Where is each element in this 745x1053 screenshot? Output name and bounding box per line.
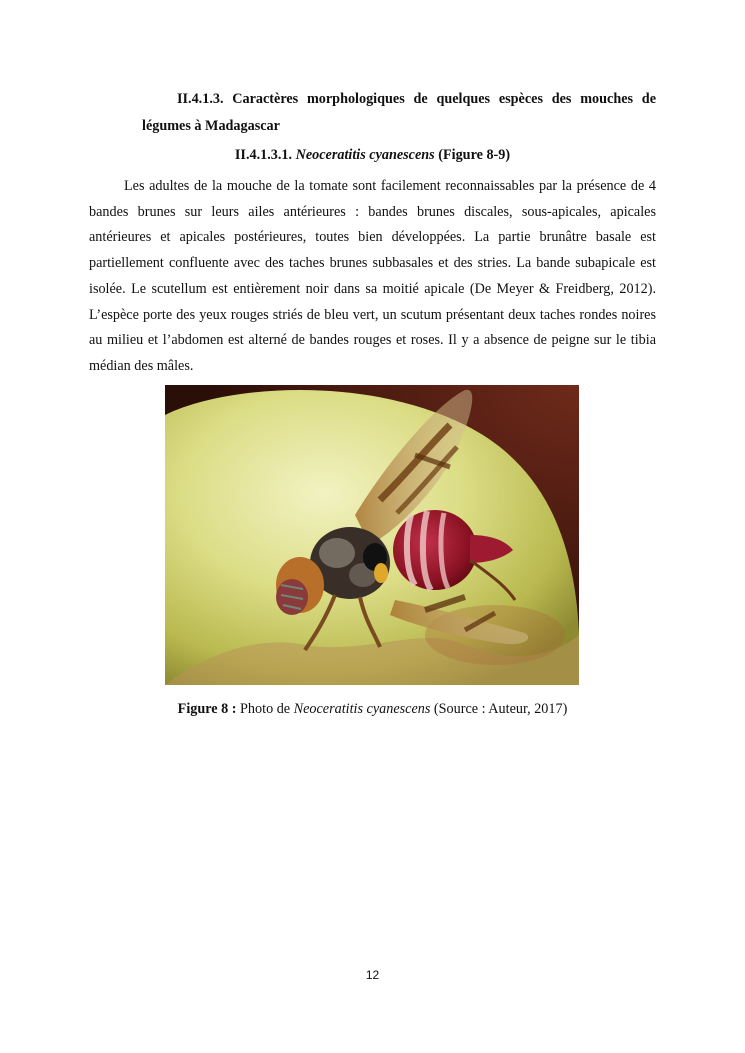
figure-source: (Source : Auteur, 2017) — [433, 701, 568, 717]
figure-species: Neoceratitis cyanescens — [293, 701, 431, 717]
subsection-number: II.4.1.3.1. — [234, 147, 293, 163]
subsection-heading — [0, 145, 745, 165]
fly-photo — [165, 385, 579, 685]
body-paragraph: Les adultes de la mouche de la tomate sont facilement reconnaissables par la présence de 4 bandes brunes sur leurs ailes antérieures : bandes brunes discales, sous-apicales, apicales antérieures et apicales postérieures, toutes bien développées. La partie brunâtre basale est partiellement confluente avec des taches brunes subbasales et des stries. La bande subapicale est isolée. Le scutellum est entièrement noir dans sa moitié apicale (De Meyer & Freidberg, 2012). L’espèce porte des yeux rouges striés de bleu vert, un scutum présentant deux taches rondes noires au milieu et l’abdomen est alterné de bandes rouges et roses. Il y a absence de peigne sur le tibia médian des mâles. — [89, 178, 656, 374]
figure-caption — [0, 699, 745, 719]
subsection-figure-ref: (Figure 8-9) — [438, 147, 511, 163]
subsection-species: Neoceratitis cyanescens — [295, 147, 435, 163]
figure-text-before: Photo de — [240, 701, 291, 717]
figure-label: Figure 8 : — [177, 701, 237, 717]
section-heading: II.4.1.3. Caractères morphologiques de quelques espèces des mouches de légumes à Madagascar — [142, 91, 656, 134]
page-number: 12 — [365, 968, 380, 982]
